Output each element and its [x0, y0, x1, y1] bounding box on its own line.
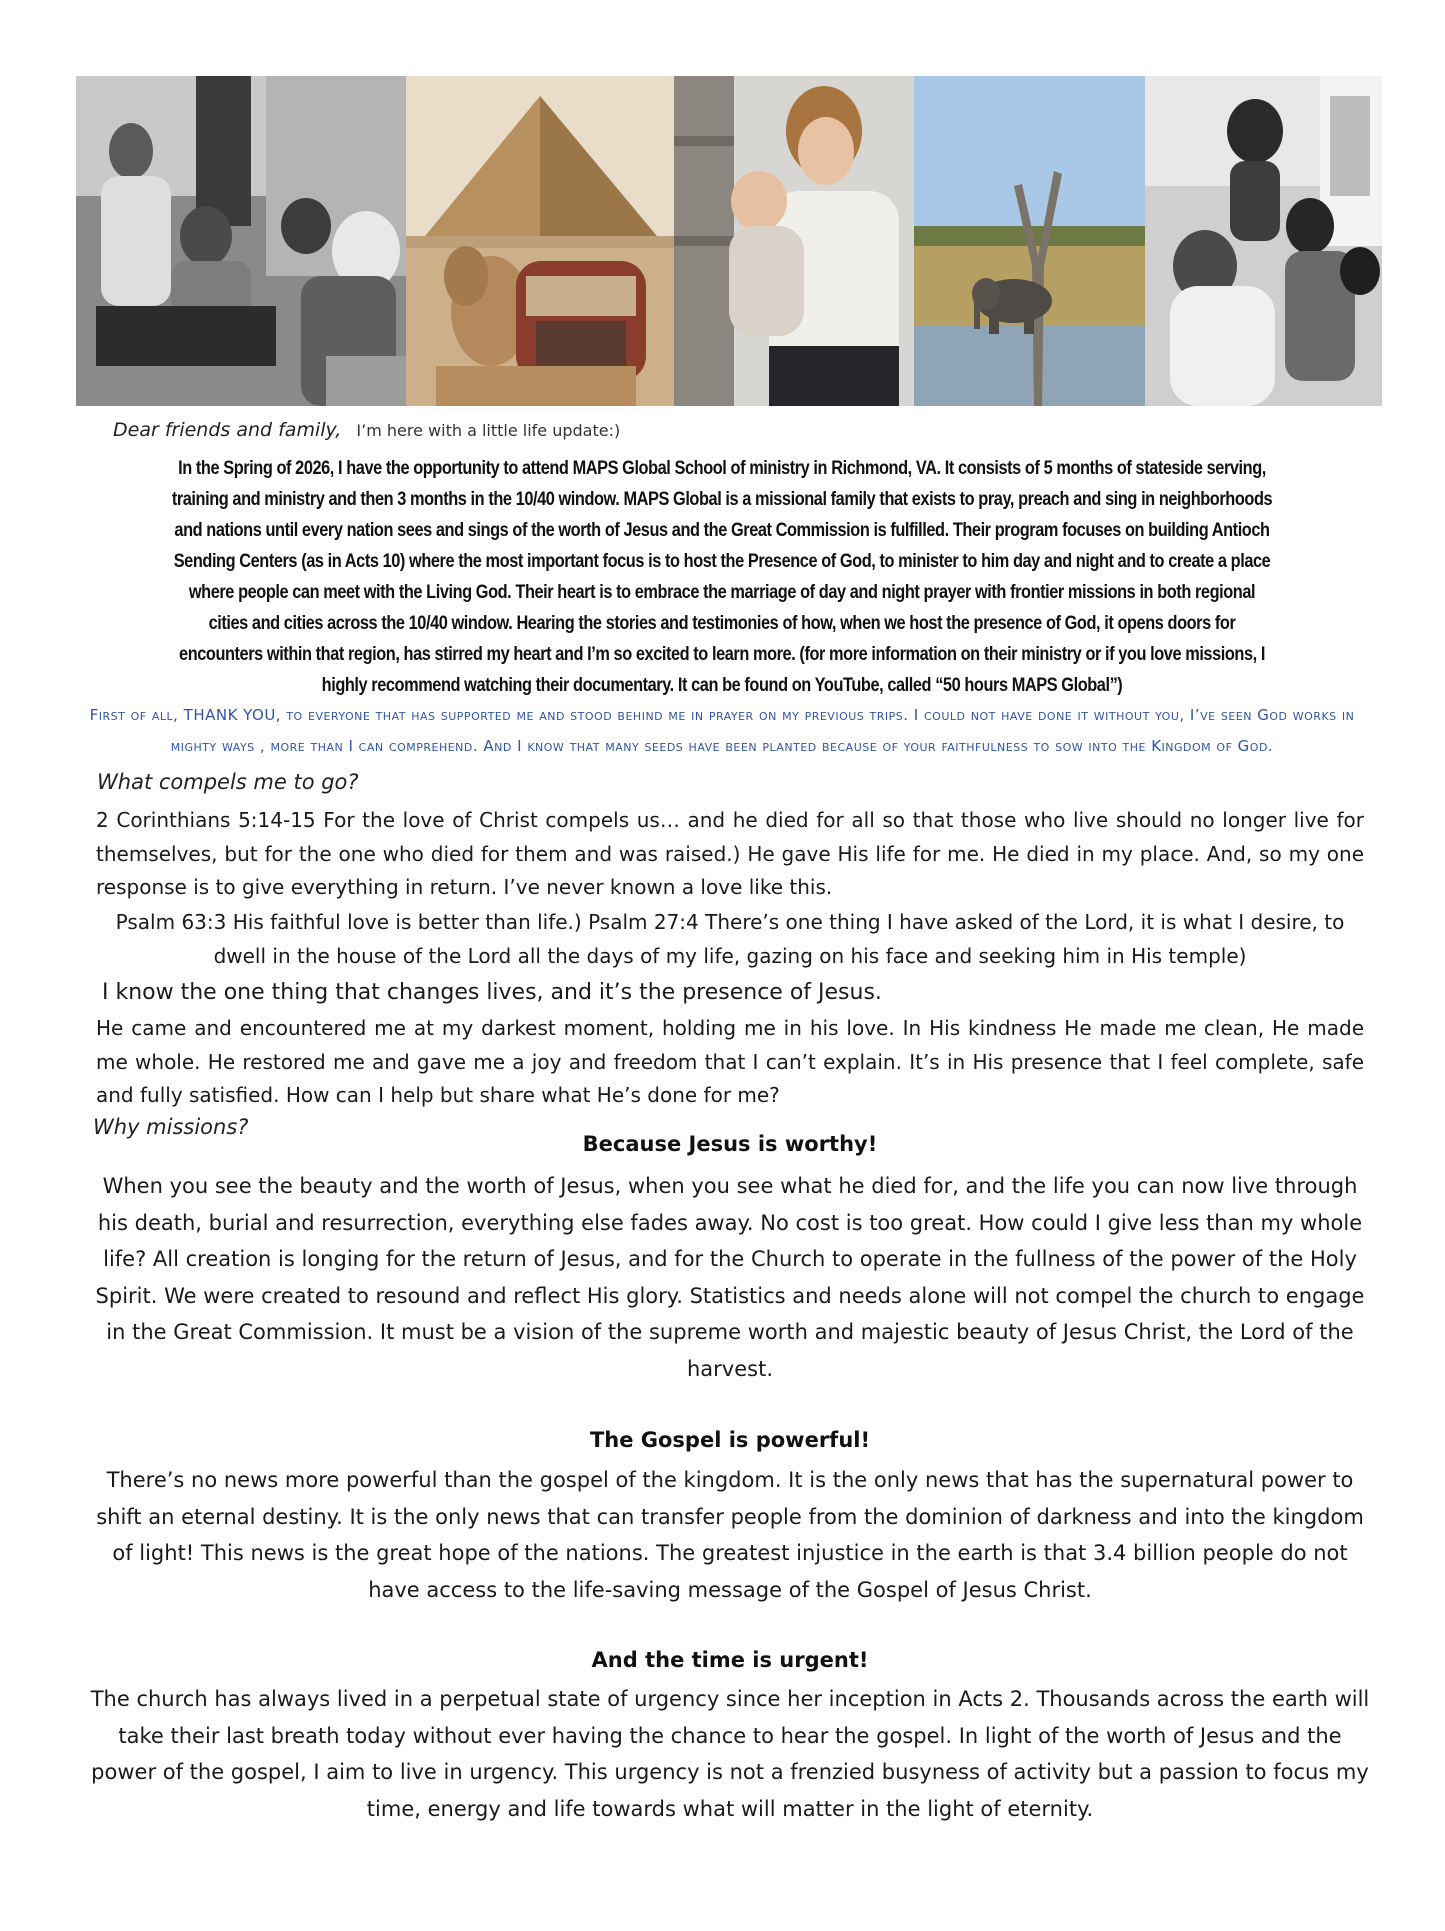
section-title-powerful: The Gospel is powerful!: [589, 1428, 871, 1452]
compels-question: What compels me to go?: [97, 770, 359, 794]
intro-paragraph: In the Spring of 2026, I have the opportunity to attend MAPS Global School of ministry in Richmond, VA. It consists of 5 months of stateside serving, training and ministry and then 3 months in the 10/40 window. MAPS Global is a missional family that exists to pray, preach and sing in neighborhoods and nations until every nation sees and sings of the worth of Jesus and the Great Commission is fulfilled. Their program focuses on building Antioch Sending Centers (as in Acts 10) where the most important focus is to host the Presence of God, to minister to him day and night and to create a place where people can meet with the Living God. Their heart is to embrace the marriage of day and night prayer with frontier missions in both regional cities and cities across the 10/40 window. Hearing the stories and testimonies of how, when we host the presence of God, it opens doors for encounters within that region, has stirred my heart and I’m so excited to learn more. (for more information on their ministry or if you love missions, I highly recommend watching their documentary. It can be found on YouTube, called “50 hours MAPS Global”): [171, 458, 1273, 696]
section-body-urgent: The church has always lived in a perpetual state of urgency since her inception in Acts 2. Thousands across the earth will take their last breath today without ever having the chance to hear the gospel. In light of the worth of Jesus and the power of the gospel, I aim to live in urgency. This urgency is not a frenzied busyness of activity but a passion to focus my time, energy and life towards what will matter in the light of eternity.: [90, 1687, 1370, 1821]
greeting-salutation: Dear friends and family,: [113, 419, 342, 441]
elephant-savanna-photo: [914, 76, 1145, 406]
pyramid-camel-photo: [406, 76, 674, 406]
thank-you-paragraph: First of all, THANK YOU, to everyone that has supported me and stood behind me in prayer on my previous trips. I could not have done it without you, I’ve seen God works in mighty ways , more than I can comprehend. And I know that many seeds have been planted because of your faithfulness to sow into the Kingdom of God.: [89, 706, 1355, 755]
children-braiding-hair-photo-bw: [1145, 76, 1382, 406]
encounter-paragraph: He came and encountered me at my darkest moment, holding me in his love. In His kindness He made me clean, He made me whole. He restored me and gave me a joy and freedom that I can’t explain. It’s in His presence that I feel complete, safe and fully satisfied. How can I help but share what He’s done for me?: [96, 1016, 1364, 1107]
section-body-powerful: There’s no news more powerful than the gospel of the kingdom. It is the only news that has the supernatural power to shift an eternal destiny. It is the only news that can transfer people from the dominion of darkness and into the kingdom of light! This news is the great hope of the nations. The greatest injustice in the earth is that 3.4 billion people do not have access to the life-saving message of the Gospel of Jesus Christ.: [96, 1468, 1364, 1602]
section-title-worthy: Because Jesus is worthy!: [582, 1132, 878, 1156]
section-title-urgent: And the time is urgent!: [591, 1648, 869, 1672]
one-thing-line: I know the one thing that changes lives, and it’s the presence of Jesus.: [102, 980, 882, 1005]
photo-strip: [76, 76, 1382, 406]
missions-question: Why missions?: [93, 1115, 249, 1139]
greeting: [113, 419, 620, 441]
section-body-worthy: When you see the beauty and the worth of Jesus, when you see what he died for, and the life you can now live through his death, burial and resurrection, everything else fades away. No cost is too great. How could I give less than my whole life? All creation is longing for the return of Jesus, and for the Church to operate in the fullness of the power of the Holy Spirit. We were created to resound and reflect His glory. Statistics and needs alone will not compel the church to engage in the Great Commission. It must be a vision of the supreme worth and majestic beauty of Jesus Christ, the Lord of the harvest.: [95, 1174, 1365, 1381]
corinthians-paragraph: 2 Corinthians 5:14-15 For the love of Christ compels us… and he died for all so that those who live should no longer live for themselves, but for the one who died for them and was raised.) He gave His life for me. He died in my place. And, so my one response is to give everything in return. I’ve never known a love like this.: [96, 808, 1364, 899]
psalm-paragraph: Psalm 63:3 His faithful love is better than life.) Psalm 27:4 There’s one thing I have asked of the Lord, it is what I desire, to dwell in the house of the Lord all the days of my life, gazing on his face and seeking him in His temple): [115, 910, 1345, 968]
woman-holding-baby-photo: [674, 76, 914, 406]
clinic-photo-bw: [76, 76, 406, 406]
greeting-update: I’m here with a little life update:): [356, 421, 621, 440]
